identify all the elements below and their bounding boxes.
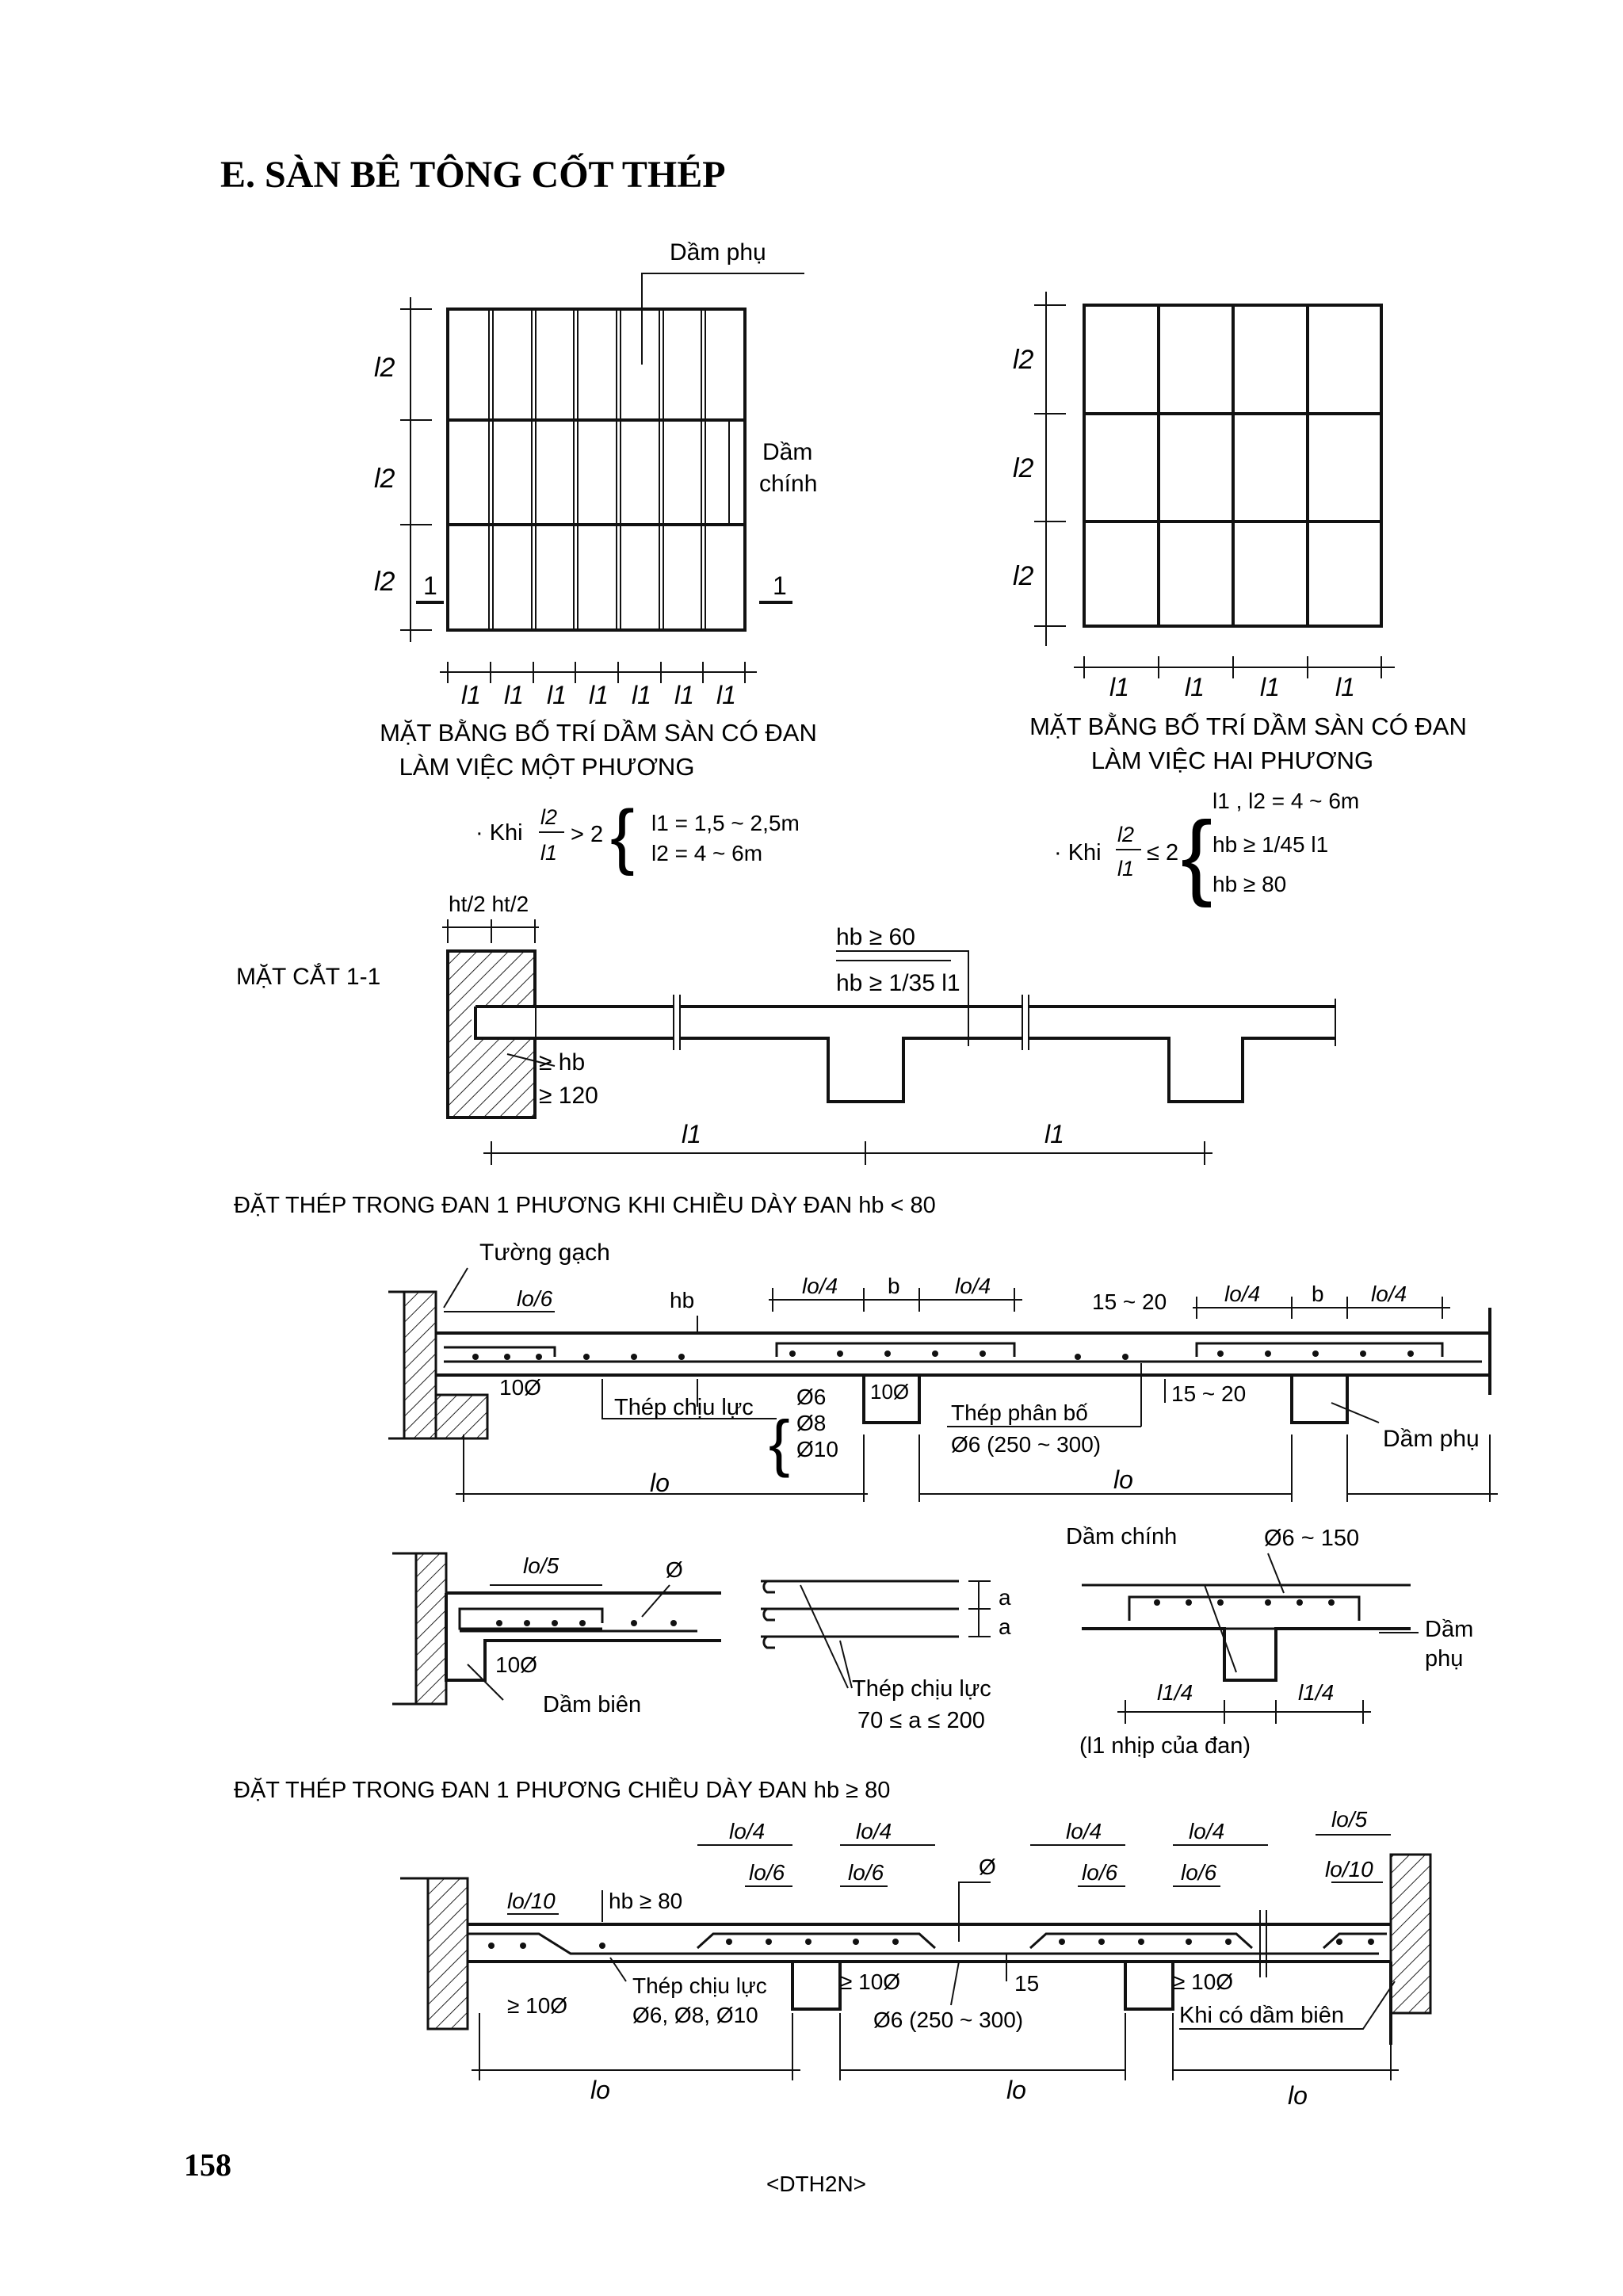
label-10d: ≥ 10Ø [507, 1993, 568, 2018]
dim-l1: l1 [1260, 673, 1280, 701]
wall-half: ht/2 ht/2 [449, 892, 529, 916]
dim-lo10: lo/10 [1325, 1857, 1373, 1881]
label-main-bar: Thép chịu lực [614, 1395, 754, 1420]
cond-c: hb ≥ 80 [1212, 872, 1287, 896]
detail-mid-row [392, 1524, 1473, 1759]
dia-8: Ø8 [796, 1411, 827, 1435]
source-tag: <DTH2N> [766, 2172, 867, 2196]
heading-thick: ĐẶT THÉP TRONG ĐAN 1 PHƯƠNG CHIỀU DÀY ĐAN hb ≥ 80 [234, 1778, 891, 1803]
dim-lo6: lo/6 [1082, 1860, 1118, 1885]
label-hb80: hb ≥ 80 [609, 1889, 683, 1913]
dim-lo10: lo/10 [507, 1889, 556, 1913]
cond-ineq: ≤ 2 [1147, 840, 1179, 865]
label-main-beam-1: Dầm [762, 439, 813, 465]
section-title: MẶT CẮT 1-1 [236, 964, 381, 990]
dim-lo4: lo/4 [802, 1274, 838, 1298]
dim-lo4: lo/4 [1224, 1282, 1261, 1306]
bearing-2: ≥ 120 [539, 1083, 598, 1109]
label-dist-bar: Thép phân bố [951, 1400, 1088, 1425]
dim-l1: l1 [461, 681, 481, 709]
dim-lo: lo [590, 2076, 610, 2104]
dim-lo5: lo/5 [523, 1553, 559, 1578]
dim-l1: l1 [504, 681, 524, 709]
dim-lo: lo [1006, 2076, 1026, 2104]
section-1-1 [236, 892, 1335, 1165]
label-dist-spec: Ø6 (250 ~ 300) [873, 2008, 1024, 2032]
dim-b: b [888, 1274, 900, 1298]
dim-lo6: lo/6 [1181, 1860, 1217, 1885]
dim-l1: l1 [674, 681, 694, 709]
cond-frac-den: l1 [1117, 857, 1135, 881]
brace: { [610, 796, 635, 877]
dim-lo6: lo/6 [749, 1860, 785, 1885]
label-main-beam: Dầm chính [1066, 1524, 1178, 1549]
dim-lo6: lo/6 [517, 1286, 553, 1311]
label-main-beam-2: chính [759, 471, 818, 497]
dim-b: b [1312, 1282, 1324, 1306]
cond-frac-num: l2 [1117, 823, 1135, 846]
plan-two-way [1013, 292, 1467, 908]
cond-when: · Khi [1054, 840, 1102, 865]
dim-l1-4: l1/4 [1157, 1680, 1193, 1705]
label-sec-beam: Dầm phụ [1383, 1426, 1480, 1452]
plan-one-way [374, 239, 817, 877]
dim-lo: lo [1288, 2081, 1308, 2110]
dim-l1: l1 [682, 1120, 701, 1148]
dim-l2: l2 [374, 353, 395, 383]
bearing-1: ≥ hb [539, 1049, 586, 1075]
page-number: 158 [184, 2147, 231, 2183]
label-10d: 10Ø [495, 1652, 537, 1677]
dim-lo4: lo/4 [1371, 1282, 1407, 1306]
section-mark: 1 [773, 571, 787, 600]
detail-thick-slab [234, 1776, 1430, 2110]
label-a: a [999, 1614, 1011, 1639]
heading-thin: ĐẶT THÉP TRONG ĐAN 1 PHƯƠNG KHI CHIỀU DÀY ĐAN hb < 80 [234, 1193, 936, 1218]
dim-gap: 15 ~ 20 [1092, 1289, 1167, 1314]
dim-l1: l1 [1335, 673, 1355, 701]
dim-lo4: lo/4 [1189, 1819, 1225, 1843]
dia-10: Ø10 [796, 1437, 838, 1461]
label-sec-beam-1: Dầm [1425, 1617, 1474, 1642]
page-title: E. SÀN BÊ TÔNG CỐT THÉP [220, 154, 726, 196]
dim-l1: l1 [547, 681, 567, 709]
brace: { [1181, 802, 1213, 908]
label-10d: ≥ 10Ø [840, 1969, 901, 1994]
dim-lo5: lo/5 [1331, 1807, 1368, 1832]
section-mark: 1 [423, 571, 437, 600]
dim-l2: l2 [374, 567, 395, 597]
label-10d: 10Ø [499, 1375, 541, 1400]
hb-ratio: hb ≥ 1/35 l1 [836, 970, 960, 996]
label-main-bar: Thép chịu lực [632, 1973, 767, 1998]
label-dia: Ø [666, 1557, 683, 1582]
dim-l1: l1 [716, 681, 736, 709]
dim-lo4: lo/4 [729, 1819, 766, 1843]
label-spacing: 70 ≤ a ≤ 200 [857, 1708, 985, 1733]
label-10d: ≥ 10Ø [1173, 1969, 1234, 1994]
label-dia: Ø [979, 1855, 996, 1879]
dim-lo4: lo/4 [955, 1274, 991, 1298]
label-sec-beam-2: phụ [1425, 1646, 1464, 1671]
cond-when: · Khi [475, 820, 523, 846]
dim-l1: l1 [1185, 673, 1205, 701]
dim-l2: l2 [1013, 345, 1034, 375]
label-dist-spec: Ø6 (250 ~ 300) [951, 1432, 1102, 1457]
detail-thin-slab [234, 1191, 1498, 1502]
label-15: 15 [1014, 1971, 1040, 1996]
cond-b: hb ≥ 1/45 l1 [1212, 832, 1329, 857]
dim-l2: l2 [1013, 561, 1034, 591]
dim-lo4: lo/4 [1066, 1819, 1102, 1843]
cond-a: l1 , l2 = 4 ~ 6m [1212, 789, 1360, 813]
label-a: a [999, 1585, 1011, 1610]
label-main-bar: Thép chịu lực [852, 1676, 991, 1702]
label-secondary-beam: Dầm phụ [670, 239, 766, 266]
cond-ineq: > 2 [571, 822, 604, 847]
label-edge-beam: Dầm biên [543, 1692, 642, 1717]
cond-frac-den: l1 [540, 841, 558, 865]
label-wall: Tường gạch [479, 1240, 610, 1266]
dim-l1: l1 [589, 681, 609, 709]
caption-one-way-2: LÀM VIỆC MỘT PHƯƠNG [399, 753, 695, 781]
brace: { [769, 1408, 790, 1478]
cond-a: l1 = 1,5 ~ 2,5m [651, 811, 800, 835]
dia-6: Ø6 [796, 1385, 827, 1409]
dim-l1-4: l1/4 [1298, 1680, 1335, 1705]
dim-l2: l2 [1013, 453, 1034, 483]
label-edge-note: Khi có dầm biên [1179, 2003, 1344, 2028]
hb-min: hb ≥ 60 [836, 924, 915, 950]
label-10d: 10Ø [870, 1380, 910, 1404]
caption-two-way-1: MẶT BẰNG BỐ TRÍ DẦM SÀN CÓ ĐAN [1029, 712, 1467, 740]
caption-one-way-1: MẶT BẰNG BỐ TRÍ DẦM SÀN CÓ ĐAN [380, 719, 817, 747]
dim-l1: l1 [1044, 1120, 1064, 1148]
dim-lo: lo [650, 1469, 670, 1497]
label-main-spec: Ø6, Ø8, Ø10 [632, 2003, 758, 2027]
dim-lo4: lo/4 [856, 1819, 892, 1843]
dim-l2: l2 [374, 464, 395, 494]
dim-l1: l1 [632, 681, 651, 709]
dim-l1: l1 [1109, 673, 1129, 701]
note-span: (l1 nhịp của đan) [1079, 1733, 1251, 1759]
caption-two-way-2: LÀM VIỆC HAI PHƯƠNG [1090, 747, 1374, 774]
dim-gap: 15 ~ 20 [1171, 1381, 1247, 1406]
label-hb: hb [670, 1288, 695, 1312]
cond-b: l2 = 4 ~ 6m [651, 841, 763, 865]
cond-frac-num: l2 [540, 805, 558, 829]
dim-lo: lo [1113, 1465, 1133, 1494]
label-top-bar: Ø6 ~ 150 [1264, 1526, 1360, 1551]
dim-lo6: lo/6 [848, 1860, 884, 1885]
